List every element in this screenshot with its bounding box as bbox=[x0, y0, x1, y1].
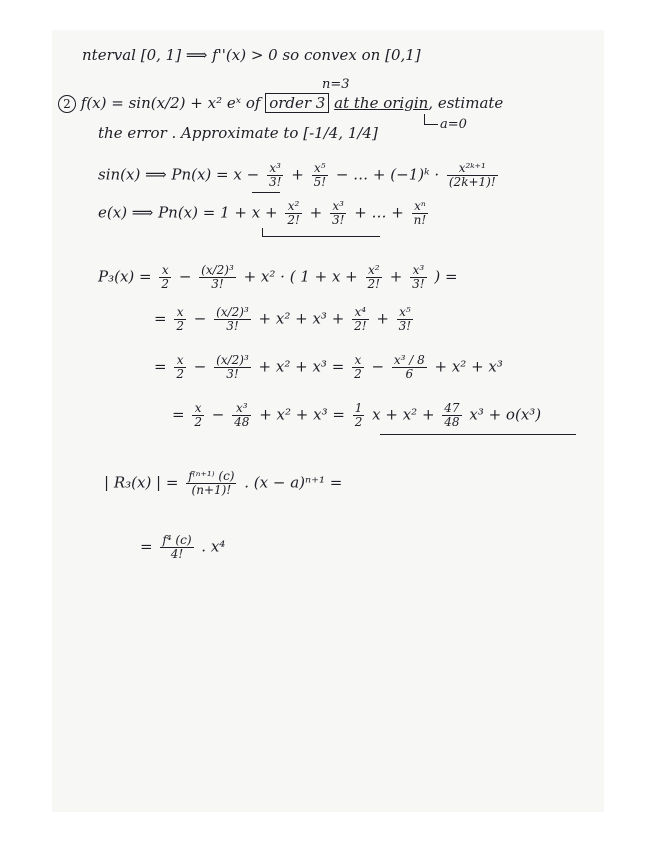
r4-frac-1 bbox=[192, 402, 204, 429]
err-frac bbox=[186, 470, 236, 497]
sin-frac-3-num: x²ᵏ⁺¹ bbox=[447, 162, 498, 176]
r4-mid: + x² + x³ = bbox=[259, 405, 345, 424]
p3-frac-2-den: 3! bbox=[211, 277, 224, 291]
arrow-stem bbox=[424, 114, 425, 124]
r3-minus: − bbox=[193, 357, 207, 376]
order-boxed: order 3 bbox=[265, 93, 329, 113]
p3-frac-1-den: 2 bbox=[161, 277, 170, 291]
exp-frac-3-num: xⁿ bbox=[412, 200, 429, 214]
r4-frac-3 bbox=[353, 402, 365, 429]
p3-frac-2-num: (x/2)³ bbox=[201, 263, 234, 277]
r3-minus-2: − bbox=[371, 357, 385, 376]
p3-frac-3 bbox=[366, 264, 382, 291]
r2-frac-3-den: 2! bbox=[354, 319, 367, 333]
r2-minus: − bbox=[193, 309, 207, 328]
r2-frac-3 bbox=[352, 306, 368, 333]
err-rhs: . (x − a)ⁿ⁺¹ = bbox=[244, 473, 343, 492]
exp-frac-2-den: 3! bbox=[331, 213, 345, 227]
sin-frac-3-den: (2k+1)! bbox=[448, 175, 496, 189]
sin-frac-2-num: x⁵ bbox=[312, 162, 328, 176]
r4-minus: − bbox=[211, 405, 225, 424]
r4-end: x³ + o(x³) bbox=[469, 405, 542, 424]
sin-lhs: sin(x) ⟹ Pn(x) = x − bbox=[98, 165, 260, 184]
r2-frac-3-num: x⁴ bbox=[352, 306, 368, 320]
sin-frac-1-den: 3! bbox=[268, 175, 282, 189]
r2-frac-2-num: (x/2)³ bbox=[216, 305, 249, 319]
sin-frac-2 bbox=[312, 162, 328, 189]
a-equals-zero: a=0 bbox=[440, 117, 467, 132]
exp-frac-2-num: x³ bbox=[330, 200, 346, 214]
r2-frac-4 bbox=[397, 306, 413, 333]
r4-frac-3-num: 1 bbox=[354, 401, 363, 415]
problem-text-c: , estimate bbox=[428, 94, 504, 112]
p3-frac-3-num: x² bbox=[366, 264, 382, 278]
r2-frac-1-num: x bbox=[174, 306, 186, 320]
expansion-row-3 bbox=[154, 354, 503, 381]
r3-frac-1 bbox=[174, 354, 186, 381]
p3-line bbox=[98, 264, 458, 291]
p3-end: ) = bbox=[434, 267, 458, 286]
r2-frac-2 bbox=[214, 306, 251, 333]
exp-plus: + bbox=[309, 203, 323, 222]
p3-frac-4-den: 3! bbox=[412, 277, 425, 291]
exp-lhs: e(x) ⟹ Pn(x) = 1 + x + bbox=[98, 203, 278, 222]
sin-series bbox=[98, 162, 501, 189]
r3-frac-1-den: 2 bbox=[176, 367, 184, 381]
sin-frac-1-num: x³ bbox=[267, 162, 283, 176]
r4-frac-4-den: 48 bbox=[444, 415, 460, 429]
arrow-base bbox=[424, 124, 438, 125]
r4-frac-4-num: 47 bbox=[444, 401, 460, 415]
origin-underlined: at the origin bbox=[334, 94, 429, 112]
r4-frac-2 bbox=[232, 402, 251, 429]
exp-frac-3-den: n! bbox=[413, 213, 427, 227]
r3-frac-2-den: 3! bbox=[226, 367, 239, 381]
problem-statement bbox=[58, 94, 503, 113]
err2-frac bbox=[160, 534, 193, 561]
exp-underline-tick bbox=[262, 228, 263, 236]
r4-frac-2-den: 48 bbox=[234, 415, 250, 429]
exp-mid: + … + bbox=[354, 203, 404, 222]
exp-frac-1-num: x² bbox=[285, 200, 301, 214]
r3-eq: = bbox=[154, 357, 167, 376]
exp-frac-3 bbox=[412, 200, 429, 227]
sin-mid: − … + (−1)ᵏ · bbox=[335, 165, 440, 184]
r3-frac-4-num: x³ / 8 bbox=[393, 353, 425, 367]
exp-frac-2 bbox=[330, 200, 346, 227]
err-lhs: | R₃(x) | = bbox=[104, 473, 179, 492]
p3-plus: + bbox=[389, 267, 403, 286]
err-frac-den: (n+1)! bbox=[191, 483, 232, 497]
p3-minus: − bbox=[178, 267, 192, 286]
err2-frac-num: f⁴ (c) bbox=[162, 533, 192, 547]
r2-eq: = bbox=[154, 309, 167, 328]
err2-rhs: . x⁴ bbox=[201, 537, 226, 556]
r4-frac-1-den: 2 bbox=[194, 415, 202, 429]
sin-frac-2-den: 5! bbox=[313, 175, 327, 189]
exp-series bbox=[98, 200, 431, 227]
p3-frac-1 bbox=[159, 264, 171, 291]
r2-mid: + x² + x³ + bbox=[258, 309, 345, 328]
exp-underline bbox=[262, 236, 380, 237]
expansion-row-4 bbox=[172, 402, 541, 429]
r4-frac-2-num: x³ bbox=[232, 402, 251, 416]
r2-frac-2-den: 3! bbox=[226, 319, 239, 333]
n-label: n=3 bbox=[322, 77, 350, 92]
error-bound bbox=[104, 470, 342, 497]
sin-plus: + bbox=[291, 165, 304, 184]
error-bound-2 bbox=[140, 534, 225, 561]
r3-frac-4-den: 6 bbox=[405, 367, 414, 381]
p3-frac-1-num: x bbox=[159, 264, 171, 278]
r3-frac-3 bbox=[352, 354, 364, 381]
r2-frac-1-den: 2 bbox=[176, 319, 184, 333]
r3-mid: + x² + x³ = bbox=[258, 357, 345, 376]
r4-frac-3-den: 2 bbox=[354, 415, 363, 429]
sin-underline bbox=[252, 192, 280, 193]
problem-text-a: f(x) = sin(x/2) + x² eˣ of bbox=[80, 94, 266, 112]
item-number: 2 bbox=[58, 95, 76, 113]
r2-frac-4-num: x⁵ bbox=[397, 306, 413, 320]
p3-frac-2 bbox=[199, 264, 236, 291]
r4-frac-4 bbox=[442, 402, 461, 429]
p3-lhs: P₃(x) = bbox=[98, 267, 152, 286]
err2-frac-den: 4! bbox=[170, 547, 184, 561]
sin-frac-1 bbox=[267, 162, 283, 189]
r3-frac-2-num: (x/2)³ bbox=[216, 353, 249, 367]
r3-frac-3-num: x bbox=[352, 354, 364, 368]
p3-mid: + x² · ( 1 + x + bbox=[243, 267, 358, 286]
exp-frac-1-den: 2! bbox=[287, 213, 300, 227]
expansion-row-2 bbox=[154, 306, 416, 333]
r2-frac-1 bbox=[174, 306, 186, 333]
r3-frac-3-den: 2 bbox=[354, 367, 362, 381]
r3-end: + x² + x³ bbox=[434, 357, 503, 376]
convexity-conclusion: nterval [0, 1] ⟹ f''(x) > 0 so convex on [0,1] bbox=[82, 46, 421, 64]
exp-frac-1 bbox=[285, 200, 301, 227]
p3-frac-4 bbox=[410, 264, 426, 291]
r3-frac-1-num: x bbox=[174, 354, 186, 368]
result-underline bbox=[380, 434, 576, 435]
p3-frac-4-num: x³ bbox=[410, 264, 426, 278]
r3-frac-4 bbox=[392, 354, 427, 381]
r4-mid-2: x + x² + bbox=[372, 405, 435, 424]
err2-eq: = bbox=[140, 537, 153, 556]
p3-frac-3-den: 2! bbox=[367, 277, 381, 291]
problem-line-2: the error . Approximate to [-1/4, 1/4] bbox=[98, 124, 378, 142]
r2-frac-4-den: 3! bbox=[398, 319, 412, 333]
err-frac-num: f⁽ⁿ⁺¹⁾ (c) bbox=[188, 469, 235, 483]
r3-frac-2 bbox=[214, 354, 251, 381]
r2-plus: + bbox=[376, 309, 389, 328]
r4-frac-1-num: x bbox=[192, 402, 204, 416]
sin-frac-3 bbox=[447, 162, 498, 189]
r4-eq: = bbox=[172, 405, 185, 424]
